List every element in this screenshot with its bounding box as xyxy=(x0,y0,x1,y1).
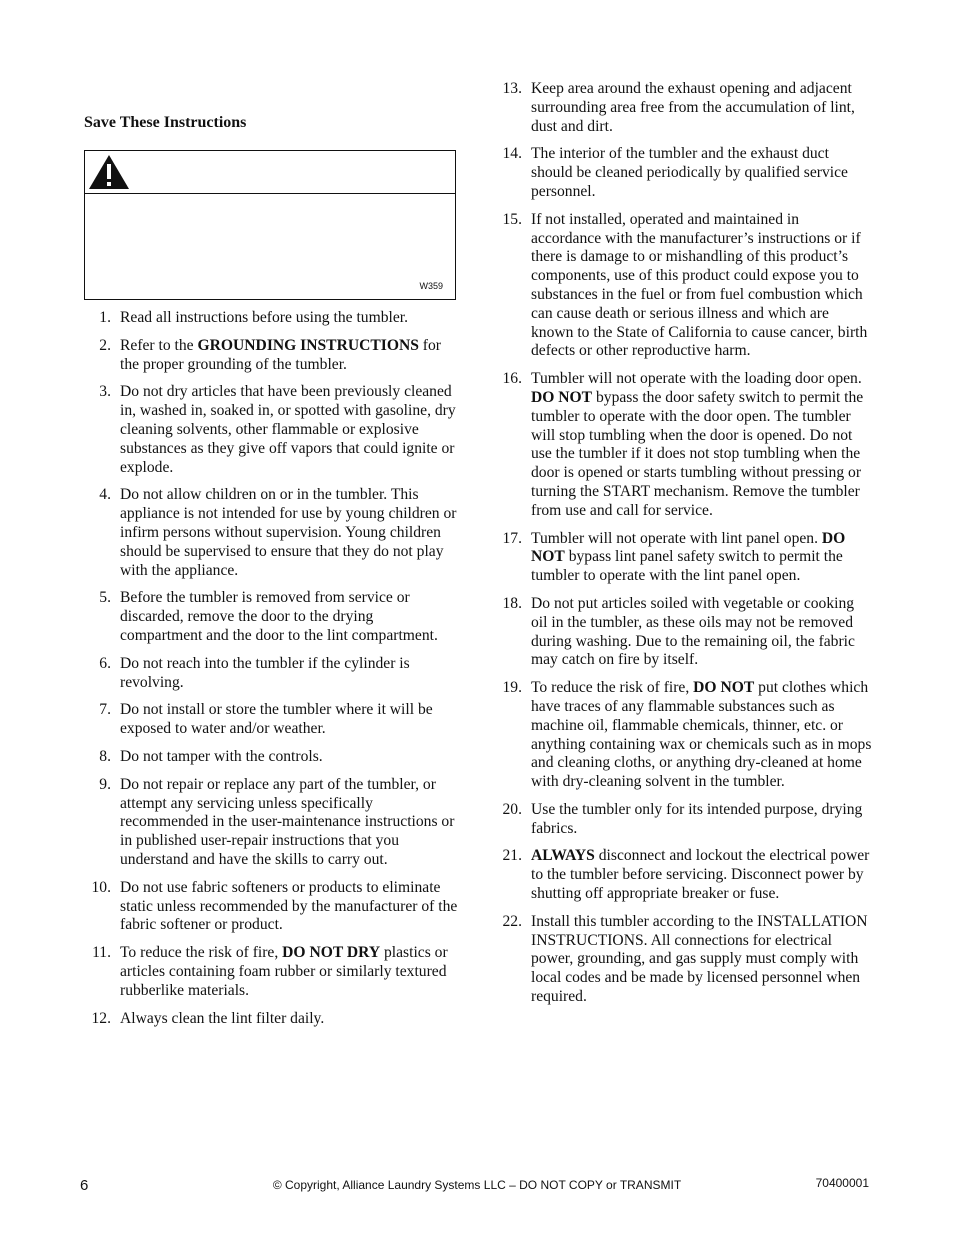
item-number: 2. xyxy=(99,336,111,354)
item-text: Install this tumbler according to the INSTALLATION INSTRUCTIONS. All connections for electrical power, grounding, and gas supply must comply with local codes and be made by licensed personnel when required. xyxy=(531,912,868,1006)
list-item xyxy=(495,211,872,361)
item-text: Do not reach into the tumbler if the cylinder is revolving. xyxy=(120,654,410,691)
item-text: Tumbler will not operate with lint panel open. xyxy=(531,529,822,547)
list-item xyxy=(495,370,872,520)
item-text: Refer to the xyxy=(120,336,198,354)
list-item xyxy=(495,801,872,839)
item-number: 11. xyxy=(92,944,111,962)
list-item xyxy=(495,530,872,586)
item-text: Do not repair or replace any part of the tumbler, or attempt any servicing unless specifically recommended in the user-maintenance instructions or in published user-repair instructions that you understand and have the skills to carry out. xyxy=(120,775,455,868)
warning-code: W359 xyxy=(419,281,443,291)
item-text: Tumbler will not operate with the loading door open. xyxy=(531,370,862,388)
item-emphasis: DO NOT xyxy=(531,388,593,406)
item-emphasis: ALWAYS xyxy=(531,847,595,865)
item-number: 1. xyxy=(99,309,111,326)
list-item xyxy=(495,80,872,136)
item-number: 15. xyxy=(502,210,522,228)
item-number: 4. xyxy=(99,486,111,504)
warning-box xyxy=(84,150,456,300)
item-number: 6. xyxy=(99,654,111,672)
list-item xyxy=(495,679,872,792)
item-text: Use the tumbler only for its intended purpose, drying fabrics. xyxy=(531,800,863,837)
item-number: 3. xyxy=(99,383,111,401)
item-text: If not installed, operated and maintained in accordance with the manufacturer’s instructions or if there is damage to or mishandling of this product’s components, use of this product could expose you to substances in the fuel or from fuel combustion which can cause death or serious illness and which are known to the State of California to cause cancer, birth defects or other reproductive harm. xyxy=(531,210,868,360)
item-text: Do not tamper with the controls. xyxy=(120,747,323,765)
item-number: 13. xyxy=(502,80,522,97)
list-item xyxy=(84,748,459,767)
list-item xyxy=(84,1010,459,1029)
list-item xyxy=(495,913,872,1007)
safety-list-right xyxy=(495,80,872,1016)
list-item xyxy=(495,145,872,201)
copyright-notice: © Copyright, Alliance Laundry Systems LLC – DO NOT COPY or TRANSMIT xyxy=(272,1178,682,1192)
item-number: 20. xyxy=(502,800,522,818)
item-text: bypass the door safety switch to permit the tumbler to operate with the door open. The tumbler will stop tumbling when the door is opened. Do not use the tumbler if it does not stop tumbling when the door is opened or starts tumbling without pressing or turning the START mechanism. Remove the tumbler from use and call for service. xyxy=(531,388,864,519)
item-emphasis: GROUNDING INSTRUCTIONS xyxy=(197,336,419,354)
item-number: 16. xyxy=(502,370,522,388)
section-heading: Save These Instructions xyxy=(84,114,247,131)
item-text: To reduce the risk of fire, xyxy=(120,944,283,962)
item-text: Before the tumbler is removed from service or discarded, remove the door to the drying compartment and the door to the lint compartment. xyxy=(120,589,438,644)
item-number: 21. xyxy=(502,847,522,865)
item-text: Do not dry articles that have been previously cleaned in, washed in, soaked in, or spotted with gasoline, dry cleaning solvents, other flammable or explosive substances as they give off vapors that could ignite or explode. xyxy=(120,383,456,476)
page-number: 6 xyxy=(80,1177,89,1194)
list-item xyxy=(84,486,459,580)
list-item xyxy=(84,309,459,328)
item-number: 7. xyxy=(99,701,111,719)
item-number: 12. xyxy=(91,1009,111,1027)
item-text: put clothes which have traces of any flammable substances such as machine oil, flammable chemicals, thinner, etc. or anything containing wax or chemicals such as in mops and cleaning cloths, or anything dry-cleaned at home with dry-cleaning solvent in the tumbler. xyxy=(531,679,872,791)
item-number: 8. xyxy=(99,747,111,765)
warning-header xyxy=(85,151,455,194)
item-text: Do not put articles soiled with vegetable or cooking oil in the tumbler, as these oils may not be removed during washing. Due to the remaining oil, the fabric may catch on fire by itself. xyxy=(531,594,855,669)
item-emphasis: DO NOT DRY xyxy=(282,944,381,962)
item-number: 14. xyxy=(502,145,522,163)
list-item xyxy=(84,337,459,375)
item-text: Do not use fabric softeners or products to eliminate static unless recommended by the manufacturer of the fabric softener or product. xyxy=(120,878,458,934)
list-item xyxy=(84,701,459,739)
item-text: for the proper grounding of the tumbler. xyxy=(120,336,441,373)
list-item xyxy=(495,847,872,903)
item-emphasis: DO NOT xyxy=(531,529,846,566)
item-text: Always clean the lint filter daily. xyxy=(120,1009,325,1027)
item-number: 9. xyxy=(99,775,111,793)
item-number: 10. xyxy=(91,878,111,896)
item-number: 19. xyxy=(502,679,522,697)
item-number: 5. xyxy=(99,589,111,607)
item-text: bypass lint panel safety switch to permit the tumbler to operate with the lint panel open. xyxy=(531,548,843,585)
item-text: Read all instructions before using the tumbler. xyxy=(120,309,408,326)
item-number: 17. xyxy=(502,529,522,547)
item-text: Keep area around the exhaust opening and adjacent surrounding area free from the accumulation of lint, dust and dirt. xyxy=(531,80,855,135)
list-item xyxy=(495,595,872,670)
list-item xyxy=(84,655,459,693)
list-item xyxy=(84,879,459,935)
item-text: Do not install or store the tumbler where it will be exposed to water and/or weather. xyxy=(120,701,433,738)
document-code: 70400001 xyxy=(815,1176,869,1190)
item-text: plastics or articles containing foam rubber or similarly textured rubberlike materials. xyxy=(120,944,448,999)
list-item xyxy=(84,383,459,477)
item-text: disconnect and lockout the electrical power to the tumbler before servicing. Disconnect power by shutting off appropriate breaker or fuse. xyxy=(531,847,870,903)
list-item xyxy=(84,944,459,1000)
item-text: Do not allow children on or in the tumbler. This appliance is not intended for use by young children or infirm persons without supervision. Young children should be supervised to ensure that they do not play with the appliance. xyxy=(120,486,457,579)
item-text: To reduce the risk of fire, xyxy=(531,679,694,697)
list-item xyxy=(84,589,459,645)
warning-triangle-icon xyxy=(88,154,130,190)
list-item xyxy=(84,776,459,870)
item-emphasis: DO NOT xyxy=(693,679,755,697)
safety-list-left xyxy=(84,309,459,1037)
item-number: 22. xyxy=(502,912,522,930)
item-text: The interior of the tumbler and the exhaust duct should be cleaned periodically by qualified service personnel. xyxy=(531,145,848,200)
item-number: 18. xyxy=(502,594,522,612)
